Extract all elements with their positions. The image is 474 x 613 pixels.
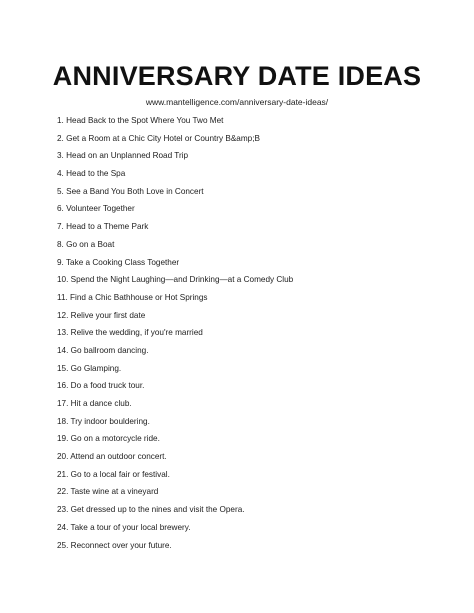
list-item: 23. Get dressed up to the nines and visit the Opera. bbox=[57, 505, 245, 515]
list-item: 21. Go to a local fair or festival. bbox=[57, 469, 170, 479]
list-item: 9. Take a Cooking Class Together bbox=[57, 257, 180, 267]
list-item: 22. Taste wine at a vineyard bbox=[57, 487, 159, 497]
list-item: 6. Volunteer Together bbox=[57, 204, 135, 214]
list-item: 20. Attend an outdoor concert. bbox=[57, 452, 167, 462]
list-item: 3. Head on an Unplanned Road Trip bbox=[57, 151, 189, 161]
list-item: 4. Head to the Spa bbox=[57, 169, 126, 179]
list-item: 2. Get a Room at a Chic City Hotel or Country B&amp;B bbox=[57, 133, 260, 143]
ideas-list bbox=[57, 112, 437, 554]
list-item: 8. Go on a Boat bbox=[57, 239, 115, 249]
list-item: 16. Do a food truck tour. bbox=[57, 381, 145, 391]
list-item: 5. See a Band You Both Love in Concert bbox=[57, 186, 204, 196]
list-item: 18. Try indoor bouldering. bbox=[57, 416, 150, 426]
list-item: 11. Find a Chic Bathhouse or Hot Springs bbox=[57, 292, 208, 302]
list-item: 1. Head Back to the Spot Where You Two Met bbox=[57, 116, 224, 125]
list-item: 19. Go on a motorcycle ride. bbox=[57, 434, 160, 444]
list-item: 12. Relive your first date bbox=[57, 310, 146, 320]
list-item: 24. Take a tour of your local brewery. bbox=[57, 522, 191, 532]
list-item: 13. Relive the wedding, if you're married bbox=[57, 328, 203, 338]
source-url: www.mantelligence.com/anniversary-date-ideas/ bbox=[145, 97, 329, 107]
list-item: 15. Go Glamping. bbox=[57, 363, 122, 373]
page-title: ANNIVERSARY DATE IDEAS bbox=[52, 61, 422, 91]
list-item: 14. Go ballroom dancing. bbox=[57, 345, 149, 355]
list-item: 25. Reconnect over your future. bbox=[57, 540, 172, 550]
list-item: 17. Hit a dance club. bbox=[57, 399, 132, 408]
list-item: 7. Head to a Theme Park bbox=[57, 222, 149, 232]
list-item: 10. Spend the Night Laughing—and Drinking—at a Comedy Club bbox=[57, 275, 294, 285]
